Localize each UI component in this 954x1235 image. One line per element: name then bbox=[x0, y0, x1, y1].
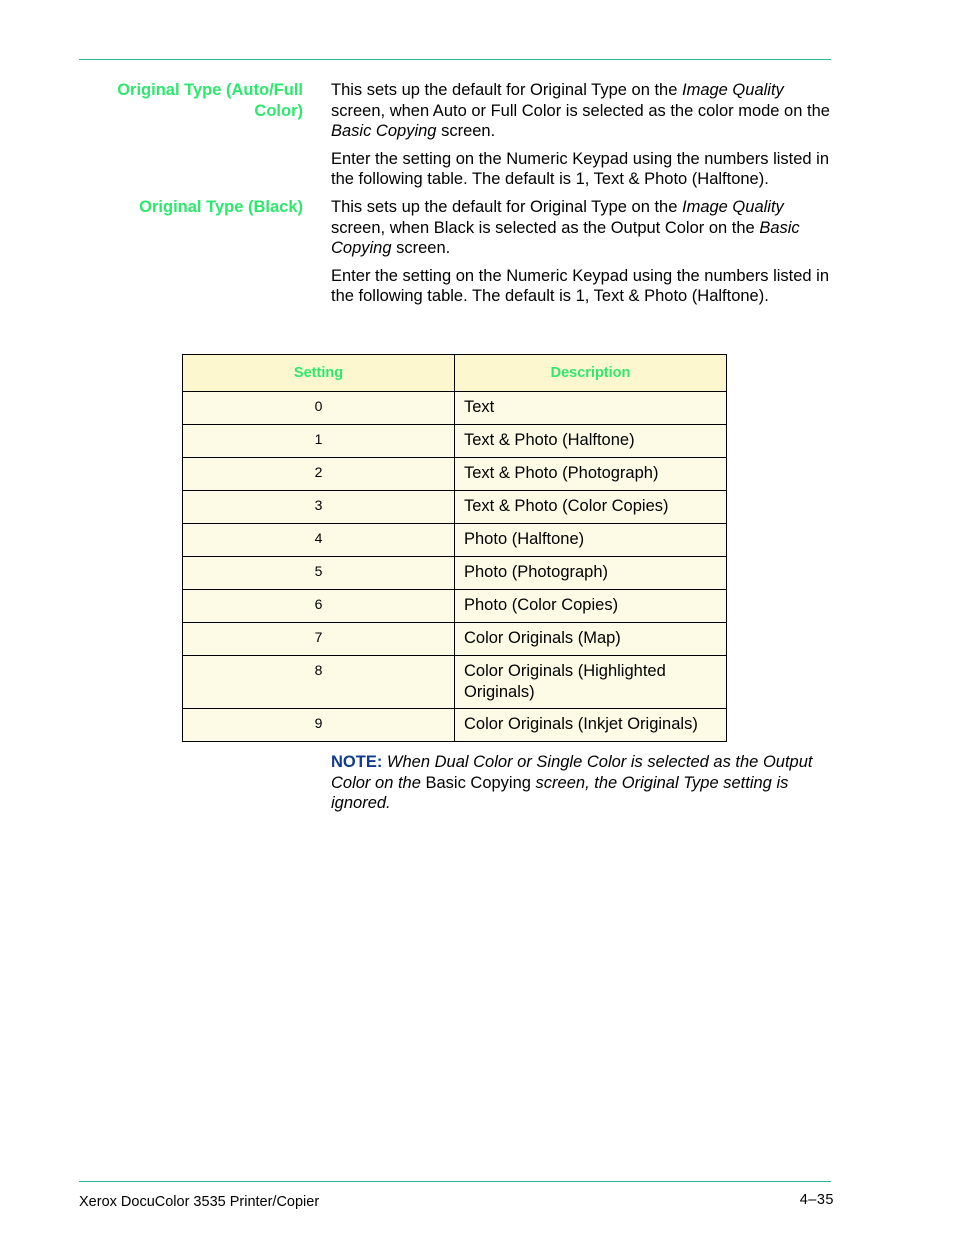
section-body bbox=[331, 197, 831, 314]
heading-line-1: Original Type (Auto/Full bbox=[117, 81, 303, 99]
text: screen. bbox=[436, 122, 496, 140]
setting-cell: 7 bbox=[183, 623, 455, 656]
description-cell: Color Originals (Inkjet Originals) bbox=[455, 709, 727, 742]
paragraph bbox=[331, 80, 831, 142]
table-row bbox=[183, 425, 727, 458]
italic-text: Image Quality bbox=[681, 81, 784, 99]
column-header-setting: Setting bbox=[183, 355, 455, 392]
note bbox=[331, 752, 831, 814]
table-row bbox=[183, 392, 727, 425]
text: This sets up the default for Original Type on the bbox=[331, 81, 682, 99]
table-row bbox=[183, 590, 727, 623]
description-cell: Text & Photo (Photograph) bbox=[455, 458, 727, 491]
table-row bbox=[183, 524, 727, 557]
section-body bbox=[331, 80, 831, 197]
text: screen, when Auto or Full Color is selected as the color mode on the bbox=[331, 101, 830, 120]
column-header-description: Description bbox=[455, 355, 727, 392]
description-cell: Photo (Halftone) bbox=[455, 524, 727, 557]
paragraph: Enter the setting on the Numeric Keypad using the numbers listed in the following table. The default is 1, Text & Photo (Halftone). bbox=[331, 266, 830, 305]
footer-page-number: 4–35 bbox=[799, 1192, 834, 1208]
paragraph bbox=[331, 197, 831, 259]
original-type-settings-table bbox=[182, 354, 727, 742]
italic-text: Basic Copying bbox=[331, 122, 437, 140]
description-cell: Photo (Color Copies) bbox=[455, 590, 727, 623]
table-row bbox=[183, 458, 727, 491]
top-rule bbox=[79, 59, 831, 60]
heading-line-2: Color) bbox=[254, 101, 303, 120]
bottom-rule bbox=[79, 1181, 831, 1182]
setting-cell: 5 bbox=[183, 557, 455, 590]
italic-text: Image Quality bbox=[681, 198, 784, 216]
setting-cell: 4 bbox=[183, 524, 455, 557]
description-cell: Text & Photo (Color Copies) bbox=[455, 491, 727, 524]
text: This sets up the default for Original Type on the bbox=[331, 198, 682, 216]
text: screen. bbox=[391, 239, 451, 257]
setting-cell: 2 bbox=[183, 458, 455, 491]
setting-cell: 0 bbox=[183, 392, 455, 425]
italic-text: Basic Copying bbox=[331, 218, 800, 257]
note-text: screen, the Original Type setting is ignored. bbox=[331, 773, 789, 812]
note-plain-text: Basic Copying bbox=[425, 773, 531, 792]
setting-cell: 3 bbox=[183, 491, 455, 524]
setting-cell: 6 bbox=[183, 590, 455, 623]
description-cell: Text bbox=[455, 392, 727, 425]
description-cell: Color Originals (Map) bbox=[455, 623, 727, 656]
description-cell: Text & Photo (Halftone) bbox=[455, 425, 727, 458]
table-row bbox=[183, 623, 727, 656]
table-row bbox=[183, 557, 727, 590]
setting-cell: 9 bbox=[183, 709, 455, 742]
section-heading bbox=[73, 80, 303, 121]
table-header-row bbox=[183, 355, 727, 392]
paragraph: Enter the setting on the Numeric Keypad using the numbers listed in the following table. The default is 1, Text & Photo (Halftone). bbox=[331, 149, 830, 188]
footer-product-name: Xerox DocuColor 3535 Printer/Copier bbox=[79, 1194, 320, 1210]
description-cell: Color Originals (Highlighted Originals) bbox=[455, 656, 727, 709]
table-row bbox=[183, 491, 727, 524]
note-text: When Dual Color or Single Color is selected as the Output Color on the bbox=[331, 753, 813, 792]
setting-cell: 8 bbox=[183, 656, 455, 709]
text: screen, when Black is selected as the Output Color on the bbox=[331, 218, 760, 237]
description-cell: Photo (Photograph) bbox=[455, 557, 727, 590]
table-row bbox=[183, 709, 727, 742]
note-label: NOTE: bbox=[331, 753, 383, 771]
section-heading: Original Type (Black) bbox=[139, 198, 303, 216]
table-row bbox=[183, 656, 727, 709]
setting-cell: 1 bbox=[183, 425, 455, 458]
